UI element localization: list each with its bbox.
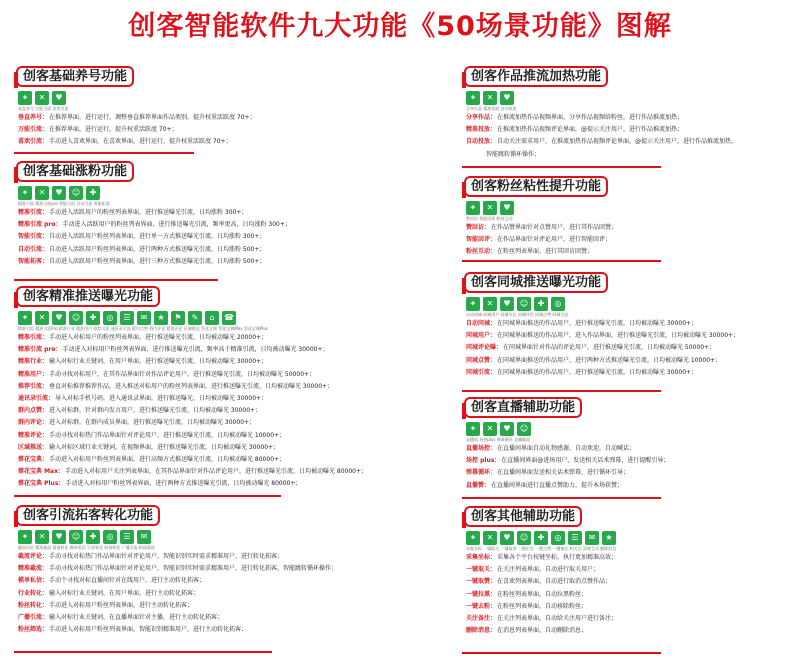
feature-description: 手动进入对标用户粉丝列表界面，进行推送曝光引流，频率高于精准引流，日均被动曝光 30000+； (62, 346, 329, 354)
section-lead-conversion (14, 505, 444, 655)
feature-row (18, 405, 459, 417)
feature-description: 手动进入活跃用户的粉丝列表界面，进行推送曝光引流，日均涨粉 300+； (49, 209, 248, 216)
feature-name: 精准评论： (18, 431, 49, 439)
feature-name: 智能回评： (466, 236, 497, 244)
feature-description: 手动进入喜欢界面，在喜欢界面，进行运行，提升权重活跃度 70+； (49, 138, 232, 146)
feature-name: 模单私信： (18, 577, 49, 585)
feature-row (466, 576, 794, 588)
feature-app-icon: ✕ (483, 531, 497, 545)
feature-app-icon: ✕ (483, 297, 497, 311)
section-fan-engagement (462, 176, 794, 264)
feature-row (18, 563, 444, 575)
feature-row (18, 381, 459, 393)
feature-name: 精准行业： (18, 358, 49, 366)
feature-app-icon: ✕ (483, 91, 497, 105)
section-title: 创客基础养号功能 (16, 66, 134, 87)
feature-description: 手动寻找对标热门作品界面针对评论用户，智能识别实时需求精准用户，进行转化拓客，智能跳转循环操作； (49, 565, 338, 573)
feature-name: 截流评论： (18, 553, 49, 560)
section-title: 创客精准推送曝光功能 (16, 286, 160, 307)
feature-app-icon: ✕ (35, 530, 49, 544)
feature-app-icon: ♥ (500, 422, 514, 436)
feature-description: 在推荐界面，进行运行，调整垂直推荐界面作品类别，提升权重活跃度 70+； (49, 114, 256, 121)
section-underline (462, 652, 661, 654)
feature-name: 一键拉黑： (466, 590, 497, 598)
feature-app-icon: ✦ (18, 311, 32, 325)
feature-app-icon: ♥ (52, 186, 66, 200)
feature-row (466, 367, 794, 379)
feature-row (18, 454, 459, 466)
feature-row (466, 601, 794, 613)
feature-name: 精准引流 pro： (18, 346, 62, 354)
feature-app-icon: ✉ (137, 311, 151, 325)
feature-row (18, 124, 314, 136)
feature-row (18, 466, 459, 478)
feature-description: 进入对标群，针对群内发言用户，进行推送曝光引流，日均被动曝光 30000+； (49, 407, 262, 415)
section-title: 创客粉丝粘性提升功能 (464, 176, 608, 197)
section-title: 创客同城推送曝光功能 (464, 272, 608, 293)
feature-name: 通讯录引流： (18, 395, 55, 403)
feature-row (466, 355, 794, 367)
feature-description: 在喜欢列表界面，自动进行取消点赞作品； (497, 578, 612, 586)
feature-icon-labels: 精准引流 精准引流Pro 精准行业 精准用户 推荐引流 通讯录引流 群内点赞 群内评论 精准评论 区域推送 蔡花宝典 蔡花宝典Max 蔡花宝典Plus (18, 326, 269, 331)
feature-app-icon: ♥ (52, 311, 66, 325)
feature-row (18, 356, 459, 368)
feature-description: 在推流加热作品视频评论界面，@提示关注用户，进行作品推流加热； (497, 126, 684, 134)
feature-row (466, 552, 794, 564)
feature-app-icon: ✚ (534, 531, 548, 545)
feature-description: 自动进入活跃用户粉丝列表界面，进行单一方式推送曝光引流，日均涨粉 300+； (49, 233, 266, 241)
feature-name: 蔡花宝典： (18, 456, 49, 464)
section-header (462, 506, 794, 528)
feature-description: 自动进入活跃用户粉丝列表界面，进行三种方式推送曝光引流，日均涨粉 500+； (49, 257, 266, 265)
feature-name: 蔡花宝典 Max： (18, 468, 64, 476)
section-underline (14, 495, 281, 497)
feature-app-icon: ◎ (103, 311, 117, 325)
feature-app-icon: ✦ (466, 297, 480, 311)
feature-name: 一键去粉： (466, 602, 497, 610)
feature-row (466, 318, 794, 330)
feature-app-icon: ✕ (35, 91, 49, 105)
feature-app-icon: ✕ (35, 186, 49, 200)
feature-name: 关注备注： (466, 615, 497, 623)
feature-row (466, 112, 794, 124)
feature-name: 一键取赞： (466, 578, 497, 586)
feature-name: 分享作品： (466, 114, 497, 121)
feature-name: 蔡花宝典 Plus： (18, 480, 65, 488)
section-local-push-exposure (462, 272, 794, 394)
feature-row (466, 234, 794, 246)
feature-row (466, 330, 794, 342)
feature-description: 手动寻找对标热门作品界面针对评论用户，进行推送曝光引流，日均被动曝光 10000+； (49, 431, 286, 439)
feature-description: 输入对标行业关键词，在用户界面，进行主动转化拓客； (49, 589, 200, 597)
feature-row (18, 207, 354, 219)
feature-row (466, 625, 794, 637)
section-underline (14, 651, 272, 653)
feature-name: 删除消息： (466, 627, 497, 635)
feature-app-icon: ✕ (483, 201, 497, 215)
section-live-assist (462, 397, 794, 501)
section-underline (14, 152, 194, 154)
feature-row (18, 430, 459, 442)
feature-row (18, 551, 444, 563)
feature-name: 弹幕循环： (466, 469, 497, 477)
feature-name: 粉丝互动： (466, 248, 497, 256)
feature-name: 智能引流： (18, 233, 49, 241)
feature-name: 喜欢引流： (18, 138, 49, 146)
feature-name: 同城用户： (466, 332, 497, 340)
feature-name: 一键取关： (466, 566, 497, 574)
feature-row (486, 149, 794, 160)
feature-description: 在粉丝列表界面，进行其回访回赞； (497, 248, 594, 256)
section-header (14, 286, 459, 308)
feature-icon-row (18, 530, 444, 544)
feature-app-icon: ♥ (52, 530, 66, 544)
feature-icon-row (466, 297, 794, 311)
feature-app-icon: ✦ (18, 186, 32, 200)
feature-name: 推荐引流： (18, 382, 49, 390)
section-basic-account (14, 66, 314, 156)
feature-description: 在推荐界面，进行运行，提升权重活跃度 70+； (49, 126, 178, 134)
feature-app-icon: ✦ (466, 201, 480, 215)
feature-description: 在同城界面针对作品的评论用户，进行推送曝光引流，日均被动曝光 50000+； (503, 344, 716, 352)
feature-icon-labels: 截流评论 精准截流 精准转化 模单私信 行业转化 粉丝转化 广播引流 粉丝筛选 (18, 545, 155, 550)
section-header (462, 272, 794, 294)
feature-name: 精准引流 pro： (18, 221, 62, 229)
feature-row (466, 136, 794, 148)
feature-app-icon: ◎ (551, 531, 565, 545)
feature-description: 进入对标群，在群内成员界面，进行推送曝光引流，日均被动曝光 30000+； (49, 419, 256, 427)
feature-name: 自动同城： (466, 320, 497, 327)
feature-app-icon: ☺ (69, 186, 83, 200)
feature-description: 手动进入对标用户粉丝列表界面，进行主动转化拓客； (49, 601, 194, 609)
feature-app-icon: ✦ (18, 91, 32, 105)
feature-row (18, 369, 459, 381)
feature-name: 直播场控： (466, 445, 497, 452)
feature-app-icon: ✚ (86, 186, 100, 200)
feature-description: 在同城界面推送的作品用户，进行推送曝光引流，日均被动曝光 30000+； (497, 320, 698, 327)
feature-description: 在同城界面推送的作品用户，进行推送曝光引流，日均被动曝光 30000+； (497, 368, 698, 376)
feature-name: 广播引流： (18, 614, 49, 622)
feature-row (18, 612, 444, 624)
feature-app-icon: ✦ (18, 530, 32, 544)
section-precise-push-exposure (14, 286, 459, 499)
feature-description: 手动个寻找对标直播间针对在线用户，进行主动转化拓客； (49, 577, 206, 585)
feature-name: 直播赞： (466, 481, 491, 489)
feature-name: 自动引流： (18, 245, 49, 253)
feature-description: 手动进入对标用户关注列表界面，在其作品界面针对作品评论用户，进行推送曝光引流，日均被动曝光 80000+； (64, 468, 368, 476)
feature-row (466, 613, 794, 625)
feature-icon-labels: 直播间 场控plus 弹幕循环 直播截流 (466, 437, 531, 442)
feature-description: 输入对标区域行业关键词，在视频界面，进行推送曝光引流，日均被动曝光 30000+； (49, 443, 280, 451)
feature-description: 在粉丝列表界面，自动拉黑粉丝； (497, 590, 588, 598)
feature-name: 行业转化： (18, 589, 49, 597)
feature-row (18, 442, 459, 454)
feature-row (18, 244, 354, 256)
feature-description: 自动进入活跃用户粉丝列表界面，进行两种方式推送曝光引流，日均涨粉 500+； (49, 245, 266, 253)
feature-row (466, 480, 794, 492)
feature-row (18, 219, 354, 231)
feature-icon-labels: 分享作品 精准投放 自动投放 (466, 106, 517, 111)
feature-name: 精准截流： (18, 565, 49, 573)
section-header (14, 505, 444, 527)
feature-app-icon: ✚ (534, 297, 548, 311)
feature-app-icon: ♥ (500, 297, 514, 311)
feature-name: 精准用户： (18, 370, 49, 378)
feature-name: 粉丝筛选： (18, 626, 49, 634)
feature-app-icon: ☰ (120, 530, 134, 544)
section-underline (462, 497, 661, 499)
feature-icon-row (18, 311, 459, 325)
section-underline (14, 279, 218, 281)
feature-description: 在直播间界面进行直播点赞助力，提升本场获赞； (491, 481, 624, 489)
section-underline (462, 260, 661, 262)
section-underline (462, 166, 661, 168)
feature-row (18, 136, 314, 148)
feature-row (18, 417, 459, 429)
feature-app-icon: ☺ (517, 297, 531, 311)
feature-app-icon: ✦ (466, 531, 480, 545)
feature-row (18, 393, 459, 405)
feature-name: 同城点赞： (466, 356, 497, 364)
feature-app-icon: ◎ (551, 297, 565, 311)
feature-row (18, 478, 459, 490)
feature-app-icon: ♥ (500, 201, 514, 215)
feature-description: 在同城界面推送的作品用户，进行两种方式推送曝光引流，日均被动曝光 10000+； (497, 356, 722, 364)
feature-name: 采集坐标： (466, 554, 497, 561)
feature-name: 区域推送： (18, 443, 49, 451)
section-title: 创客引流拓客转化功能 (16, 505, 160, 526)
feature-app-icon: ✚ (86, 311, 100, 325)
feature-app-icon: ☺ (69, 311, 83, 325)
feature-row (18, 588, 444, 600)
feature-icon-labels: 采集坐标 一键取关 一键取消 一键出名 一键点赞 一键备注 相关注 清理互动 删除消息 (466, 546, 617, 551)
feature-app-icon: ♥ (500, 531, 514, 545)
feature-description: 在推流加热作品视频界面，分享作品视频给粉丝，进行作品推流加热； (497, 114, 684, 121)
section-header (462, 66, 794, 88)
feature-description: 手动寻找对标用户，在其作品界面针对作品评论用户，进行推送曝光引流，日均被动曝光 50000+； (49, 370, 316, 378)
feature-row (18, 112, 314, 124)
feature-row (466, 589, 794, 601)
section-title: 创客其他辅助功能 (464, 506, 582, 527)
feature-description: 在直播间界面自动礼物感谢，自动欢迎，自动喊话； (497, 445, 636, 452)
feature-row (18, 344, 459, 356)
feature-row (18, 332, 459, 344)
feature-icon-labels: 精准引流 精准引流pro 智能引流 自动引流 智能拓客 (18, 201, 110, 206)
feature-name: 精准投放： (466, 126, 497, 134)
feature-name: 同城引流： (466, 368, 497, 376)
feature-icon-row (466, 201, 794, 215)
feature-icon-labels: 赞回访 智能回评 粉丝互动 (466, 216, 513, 221)
feature-app-icon: ✎ (188, 311, 202, 325)
feature-icon-row (18, 186, 354, 200)
section-header (462, 397, 794, 419)
feature-description: 手动进入对标用户的粉丝列表界面，进行推送曝光引流，日均被动曝光 20000+； (49, 334, 268, 341)
feature-app-icon: ☺ (517, 531, 531, 545)
feature-row (18, 600, 444, 612)
feature-name: 精准引流： (18, 334, 49, 341)
feature-icon-labels: 垂直养号 万能引流 喜欢引流 (18, 106, 69, 111)
feature-description: 手动进入活跃用户的粉丝列表界面，进行推送曝光引流，频率更高，日均涨粉 300+； (62, 221, 291, 229)
feature-app-icon: ★ (154, 311, 168, 325)
feature-row (466, 467, 794, 479)
feature-name: 赞回访： (466, 224, 491, 231)
feature-icon-labels: 自动同城 同城用户 同城关注 同城评论 同城点赞 同城引流 (466, 312, 569, 317)
feature-description: 自动关注需求用户，在推流加热作品视频评论界面，@提示关注用户，进行作品推流加热， (497, 138, 738, 146)
feature-row (466, 455, 794, 467)
feature-row (18, 256, 354, 268)
feature-description: 在消息列表界面，自动删除消息； (497, 627, 588, 635)
feature-name: 智能拓客： (18, 257, 49, 265)
feature-row (466, 564, 794, 576)
feature-app-icon: ☺ (69, 530, 83, 544)
feature-app-icon: ✦ (466, 422, 480, 436)
feature-icon-row (466, 422, 794, 436)
feature-app-icon: ☺ (517, 422, 531, 436)
feature-app-icon: ☰ (568, 531, 582, 545)
feature-description: 手动寻找对标热门作品界面针对评论用户，智能识别实时需求精准用户，进行转化拓客； (49, 553, 284, 560)
feature-app-icon: ★ (602, 531, 616, 545)
feature-name: 粉丝转化： (18, 601, 49, 609)
feature-app-icon: ♥ (52, 91, 66, 105)
feature-name: 万能引流： (18, 126, 49, 134)
feature-description: 导入对标手机号码，进入通讯录界面，进行推送曝光，日均被动曝光 30000+； (55, 395, 268, 403)
feature-description: 在粉丝列表界面，自动移除粉丝； (497, 602, 588, 610)
feature-description: 采集各个平台按键坐标，执行更加精准高效； (497, 554, 618, 561)
section-header (14, 161, 354, 183)
feature-app-icon: ⌂ (205, 311, 219, 325)
feature-description: 输入对标行业关键词，在直播界面针对主播，进行主动转化拓客； (49, 614, 224, 622)
feature-description: 输入对标行业关键词，在用户界面，进行推送曝光引流，日均被动曝光 30000+； (49, 358, 268, 366)
feature-row (466, 342, 794, 354)
feature-name: 垂直养号： (18, 114, 49, 121)
feature-row (466, 443, 794, 455)
feature-name: 场控 plus： (466, 457, 501, 465)
feature-description: 垂直对标推荐推荐作品，进入推送对标用户的粉丝列表界面，进行推送曝光引流，日均被动曝光 30000+； (49, 382, 334, 390)
section-content-boost (462, 66, 794, 170)
feature-icon-row (18, 91, 314, 105)
feature-description: 在关注列表界面，自动进行取关用户； (497, 566, 600, 574)
section-title: 创客基础涨粉功能 (16, 161, 134, 182)
feature-description: 手动进入对标用户粉丝列表界面，进行高频方式推送曝光引流，日均被动曝光 80000+； (49, 456, 286, 464)
feature-app-icon: ✕ (35, 311, 49, 325)
section-header (14, 66, 314, 88)
feature-name: 群内点赞： (18, 407, 49, 415)
section-title: 创客直播辅助功能 (464, 397, 582, 418)
feature-description: 在直播间界面@进场用户，发送相关话术弹幕，进行提醒引导； (501, 457, 670, 465)
section-underline (462, 390, 661, 392)
feature-name: 群内评论： (18, 419, 49, 427)
feature-description: 手动进入对标用户粉丝列表界面，智能识别精准用户，进行主动转化拓客； (49, 626, 248, 634)
section-title: 创客作品推流加热功能 (464, 66, 608, 87)
feature-app-icon: ◎ (103, 530, 117, 544)
feature-app-icon: ✉ (137, 530, 151, 544)
section-header (462, 176, 794, 198)
feature-description: 手动进入对标用户粉丝列表界面，进行两种方式推送曝光引流，日均被动曝光 80000+； (65, 480, 302, 488)
feature-icon-row (466, 91, 794, 105)
feature-app-icon: ✉ (585, 531, 599, 545)
feature-row (18, 624, 444, 636)
feature-description: 智能跳转循环操作； (486, 150, 541, 158)
feature-row (466, 124, 794, 136)
feature-app-icon: ♥ (500, 91, 514, 105)
feature-row (18, 575, 444, 587)
feature-app-icon: ☎ (222, 311, 236, 325)
feature-app-icon: ✦ (466, 91, 480, 105)
feature-description: 在直播间界面发送相关话术弹幕，进行循环引导； (497, 469, 630, 477)
feature-row (466, 222, 794, 234)
feature-row (18, 231, 354, 243)
feature-app-icon: ✚ (86, 530, 100, 544)
section-other-assist (462, 506, 794, 656)
section-basic-follower-growth (14, 161, 354, 283)
page-title: 创客智能软件九大功能《50场景功能》图解 (128, 11, 672, 42)
feature-name: 自动投放： (466, 138, 497, 146)
feature-app-icon: ⚑ (171, 311, 185, 325)
feature-row (466, 246, 794, 258)
feature-name: 同城评论曝： (466, 344, 503, 352)
feature-description: 在作品界面针对评论用户，进行智能回评； (497, 236, 612, 244)
feature-description: 在同城界面推送的作品用户，进入作品界面，进行推送曝光引流，日均被动曝光 30000+； (497, 332, 740, 340)
feature-description: 在作品赞界面针对点赞用户，进行其作品回赞； (491, 224, 618, 231)
feature-description: 在关注列表界面，自动给关注用户进行备注； (497, 615, 618, 623)
feature-name: 精准引流： (18, 209, 49, 216)
feature-app-icon: ☰ (120, 311, 134, 325)
feature-icon-row (466, 531, 794, 545)
feature-app-icon: ✕ (483, 422, 497, 436)
